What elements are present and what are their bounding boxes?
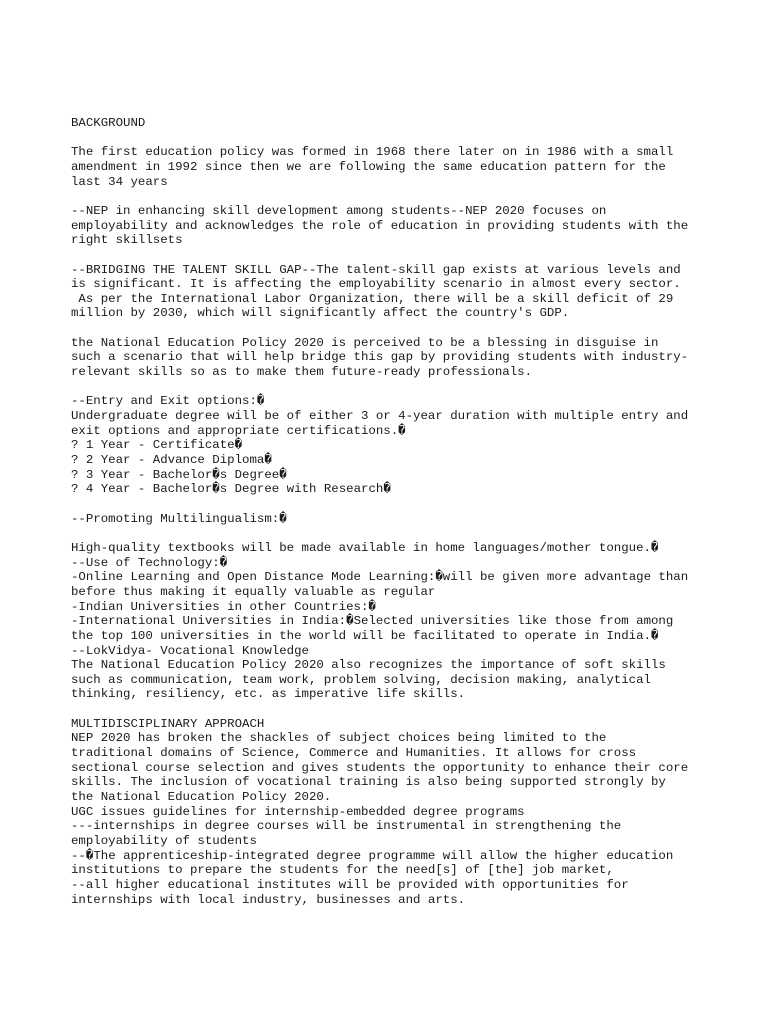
blank-line <box>71 380 711 395</box>
text-line: relevant skills so as to make them future-ready professionals. <box>71 365 533 380</box>
text-line: --Promoting Multilingualism:� <box>71 511 287 526</box>
text-line: --Use of Technology:� <box>71 555 228 570</box>
text-line: --NEP in enhancing skill development among students--NEP 2020 focuses on <box>71 203 607 218</box>
text-line: NEP 2020 has broken the shackles of subject choices being limited to the <box>71 731 607 746</box>
text-line: such as communication, team work, problem solving, decision making, analytical <box>71 672 651 687</box>
text-line: ? 1 Year - Certificate� <box>71 438 243 453</box>
text-line: sectional course selection and gives students the opportunity to enhance their core <box>71 760 689 775</box>
text-line: --BRIDGING THE TALENT SKILL GAP--The talent-skill gap exists at various levels and <box>71 262 681 277</box>
text-line: --�The apprenticeship-integrated degree programme will allow the higher education <box>71 848 674 863</box>
text-line: --Entry and Exit options:� <box>71 394 265 409</box>
text-line: skills. The inclusion of vocational training is also being supported strongly by <box>71 775 666 790</box>
blank-line <box>71 497 711 512</box>
text-line: exit options and appropriate certifications.� <box>71 423 406 438</box>
text-line: ? 3 Year - Bachelor�s Degree� <box>71 467 287 482</box>
text-line: traditional domains of Science, Commerce and Humanities. It allows for cross <box>71 746 637 761</box>
blank-line <box>71 248 711 263</box>
text-line: BACKGROUND <box>71 116 146 130</box>
text-line: -Online Learning and Open Distance Mode Learning:�will be given more advantage than <box>71 570 689 585</box>
text-line: the National Education Policy 2020. <box>71 790 332 805</box>
blank-line <box>71 131 711 146</box>
text-line: such a scenario that will help bridge this gap by providing students with industry- <box>71 350 689 365</box>
text-line: --LokVidya- Vocational Knowledge <box>71 643 309 658</box>
blank-line <box>71 321 711 336</box>
text-line: -Indian Universities in other Countries:� <box>71 599 376 614</box>
blank-line <box>71 189 711 204</box>
text-line: last 34 years <box>71 174 168 189</box>
text-line: --all higher educational institutes will be provided with opportunities for <box>71 878 629 892</box>
text-line: is significant. It is affecting the employability scenario in almost every sector. <box>71 277 681 292</box>
text-line: UGC issues guidelines for internship-embedded degree programs <box>71 804 525 819</box>
text-line: institutions to prepare the students for the need[s] of [the] job market, <box>71 863 614 878</box>
text-line: the top 100 universities in the world will be facilitated to operate in India.� <box>71 628 659 643</box>
text-line: before thus making it equally valuable as regular <box>71 584 436 599</box>
text-line: employability and acknowledges the role of education in providing students with the <box>71 218 689 233</box>
document-body <box>71 116 711 907</box>
text-line: amendment in 1992 since then we are following the same education pattern for the <box>71 159 666 174</box>
text-line: ? 2 Year - Advance Diploma� <box>71 453 272 468</box>
text-line: As per the International Labor Organization, there will be a skill deficit of 29 <box>71 291 674 306</box>
text-line: High-quality textbooks will be made available in home languages/mother tongue.� <box>71 540 659 555</box>
blank-line <box>71 526 711 541</box>
text-line: million by 2030, which will significantly affect the country's GDP. <box>71 306 570 321</box>
text-line: right skillsets <box>71 233 183 248</box>
text-line: Undergraduate degree will be of either 3 or 4-year duration with multiple entry and <box>71 409 689 424</box>
text-line: MULTIDISCIPLINARY APPROACH <box>71 716 265 731</box>
text-line: the National Education Policy 2020 is perceived to be a blessing in disguise in <box>71 335 659 350</box>
text-line: employability of students <box>71 834 257 849</box>
text-line: internships with local industry, businesses and arts. <box>71 892 466 907</box>
text-line: The first education policy was formed in 1968 there later on in 1986 with a small <box>71 145 674 160</box>
text-line: ? 4 Year - Bachelor�s Degree with Research� <box>71 482 391 497</box>
text-line: thinking, resiliency, etc. as imperative life skills. <box>71 687 466 702</box>
text-line: ---internships in degree courses will be instrumental in strengthening the <box>71 819 622 834</box>
text-line: -International Universities in India:�Selected universities like those from among <box>71 614 674 629</box>
text-line: The National Education Policy 2020 also recognizes the importance of soft skills <box>71 658 666 673</box>
blank-line <box>71 702 711 717</box>
